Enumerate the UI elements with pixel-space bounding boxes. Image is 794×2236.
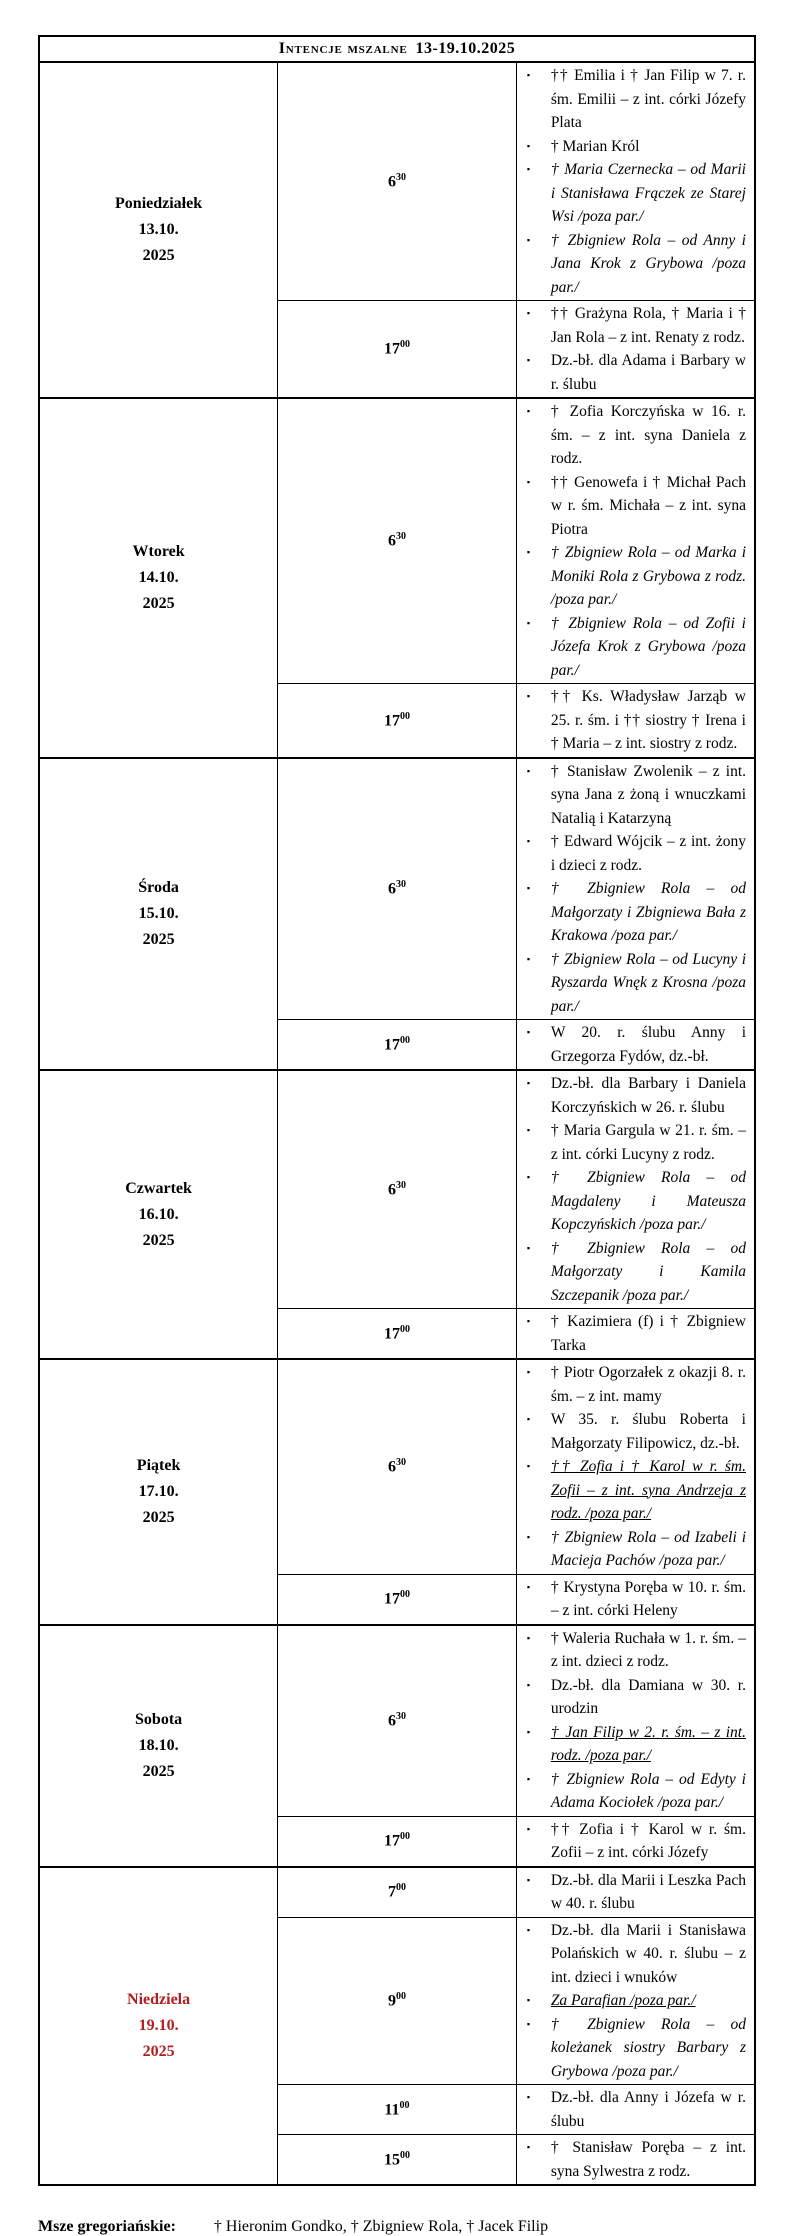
intention-item <box>521 1721 746 1768</box>
day-name: Niedziela <box>127 1990 191 2008</box>
intentions-cell <box>516 1816 755 1867</box>
square-bullet-icon <box>521 64 551 135</box>
day-date: 16.10. <box>138 1205 179 1223</box>
mass-time <box>278 1359 517 1574</box>
intention-item <box>521 1768 746 1815</box>
slot-row <box>39 62 755 301</box>
intention-item <box>521 1674 746 1721</box>
intention-item <box>521 1361 746 1408</box>
mass-time-hour: 6 <box>387 173 396 191</box>
day-cell <box>39 1625 278 1867</box>
intention-item <box>521 400 746 471</box>
square-bullet-icon <box>521 760 551 831</box>
intention-item <box>521 1989 746 2013</box>
square-bullet-icon <box>521 1818 551 1865</box>
intention-text: Dz.-bł. dla Marii i Leszka Pach w 40. r. ślubu <box>550 1871 746 1912</box>
intention-item <box>521 760 746 831</box>
intention-text: Dz.-bł. dla Barbary i Daniela Korczyńskich w 26. r. ślubu <box>550 1075 746 1116</box>
square-bullet-icon <box>521 1869 551 1916</box>
intention-item <box>521 1818 746 1865</box>
intention-item <box>521 302 746 349</box>
mass-time-hour: 15 <box>383 2151 400 2169</box>
day-date: 14.10. <box>138 568 179 586</box>
mass-time-hour: 6 <box>387 880 396 898</box>
square-bullet-icon <box>521 1989 551 2013</box>
mass-time-minutes: 00 <box>395 1882 406 1894</box>
gregorian-masses-names: † Hieronim Gondko, † Zbigniew Rola, † Jacek Filip <box>213 2218 549 2235</box>
mass-time-hour: 17 <box>383 1325 400 1343</box>
mass-time <box>278 301 517 399</box>
day-date: 18.10. <box>138 1736 179 1754</box>
day-year: 2025 <box>142 2042 175 2060</box>
intention-item <box>521 1166 746 1237</box>
mass-time-minutes: 00 <box>399 710 410 722</box>
mass-time-minutes: 30 <box>395 879 406 891</box>
intention-item <box>521 1237 746 1308</box>
square-bullet-icon <box>521 1674 551 1721</box>
mass-time-hour: 6 <box>387 1458 396 1476</box>
intention-text: †† Zofia i † Karol w r. śm. Zofii – z int. córki Józefy <box>550 1820 746 1861</box>
slot-row <box>39 1625 755 1817</box>
square-bullet-icon <box>521 612 551 683</box>
intention-item <box>521 1455 746 1526</box>
intention-item <box>521 471 746 542</box>
intentions-cell <box>516 1359 755 1574</box>
intention-text: †† Genowefa i † Michał Pach w r. śm. Michała – z int. syna Piotra <box>550 473 746 538</box>
intention-text: † Zbigniew Rola – od Marka i Moniki Rola z Grybowa z rodz. /poza par./ <box>550 544 746 608</box>
intention-item <box>521 1869 746 1916</box>
square-bullet-icon <box>521 1408 551 1455</box>
intentions-cell <box>516 1917 755 2085</box>
page-title-date: 13-19.10.2025 <box>415 40 516 57</box>
intentions-cell <box>516 1574 755 1625</box>
square-bullet-icon <box>521 302 551 349</box>
day-date: 19.10. <box>138 2016 179 2034</box>
mass-time-hour: 17 <box>383 340 400 358</box>
day-name: Środa <box>138 878 179 896</box>
mass-time-minutes: 00 <box>399 2149 410 2161</box>
intention-text: † Zbigniew Rola – od Edyty i Adama Kociołek /poza par./ <box>550 1770 746 1811</box>
square-bullet-icon <box>521 1310 551 1357</box>
intention-text: † Stanisław Poręba – z int. syna Sylwestra z rodz. <box>550 2139 746 2180</box>
mass-time-minutes: 00 <box>399 1589 410 1601</box>
square-bullet-icon <box>521 1166 551 1237</box>
intention-text: † Waleria Ruchała w 1. r. śm. – z int. dzieci z rodz. <box>550 1629 746 1670</box>
square-bullet-icon <box>521 1919 551 1990</box>
intention-item <box>521 349 746 396</box>
intention-text: † Krystyna Poręba w 10. r. śm. – z int. córki Heleny <box>550 1578 746 1619</box>
mass-time <box>278 62 517 301</box>
intention-item <box>521 1576 746 1623</box>
day-cell <box>39 758 278 1071</box>
day-cell <box>39 1359 278 1625</box>
mass-time <box>278 1574 517 1625</box>
mass-time-minutes: 30 <box>395 1457 406 1469</box>
day-name: Sobota <box>135 1710 183 1728</box>
intention-item <box>521 1408 746 1455</box>
intentions-cell <box>516 758 755 1020</box>
day-name: Wtorek <box>132 542 185 560</box>
square-bullet-icon <box>521 229 551 300</box>
intentions-cell <box>516 1309 755 1360</box>
day-year: 2025 <box>142 1762 175 1780</box>
mass-time <box>278 1867 517 1918</box>
intention-item <box>521 1072 746 1119</box>
intentions-cell <box>516 1867 755 1918</box>
mass-time-hour: 6 <box>387 1712 396 1730</box>
day-cell <box>39 1867 278 2186</box>
mass-time-minutes: 30 <box>395 1179 406 1191</box>
slot-row <box>39 1070 755 1309</box>
intention-text: † Edward Wójcik – z int. żony i dzieci z rodz. <box>550 833 746 874</box>
intentions-cell <box>516 398 755 684</box>
square-bullet-icon <box>521 1237 551 1308</box>
day-cell <box>39 62 278 398</box>
square-bullet-icon <box>521 2086 551 2133</box>
intention-item <box>521 2136 746 2183</box>
slot-row <box>39 758 755 1020</box>
day-cell <box>39 398 278 758</box>
intention-text: † Zbigniew Rola – od koleżanek siostry Barbary z Grybowa /poza par./ <box>550 2015 746 2080</box>
mass-time <box>278 1816 517 1867</box>
square-bullet-icon <box>521 1768 551 1815</box>
intentions-cell <box>516 2135 755 2186</box>
mass-time <box>278 2085 517 2135</box>
intention-item <box>521 1310 746 1357</box>
table-title-row <box>39 36 755 62</box>
intention-text: † Zbigniew Rola – od Zofii i Józefa Krok z Grybowa /poza par./ <box>550 614 746 679</box>
mass-time <box>278 1625 517 1817</box>
day-date: 17.10. <box>138 1482 179 1500</box>
mass-time-hour: 11 <box>384 2101 400 2119</box>
intention-text: Dz.-bł. dla Anny i Józefa w r. ślubu <box>550 2089 746 2130</box>
intention-text: † Zbigniew Rola – od Izabeli i Macieja Pachów /poza par./ <box>550 1528 746 1569</box>
intentions-cell <box>516 2085 755 2135</box>
intention-text: †† Grażyna Rola, † Maria i † Jan Rola – z int. Renaty z rodz. <box>550 305 746 346</box>
intentions-cell <box>516 62 755 301</box>
square-bullet-icon <box>521 1455 551 1526</box>
intention-text: † Jan Filip w 2. r. śm. – z int. rodz. /poza par./ <box>550 1723 746 1764</box>
mass-time-hour: 9 <box>387 1992 396 2010</box>
square-bullet-icon <box>521 1721 551 1768</box>
square-bullet-icon <box>521 830 551 877</box>
square-bullet-icon <box>521 158 551 229</box>
intention-item <box>521 2086 746 2133</box>
intention-item <box>521 229 746 300</box>
intention-text: W 20. r. ślubu Anny i Grzegorza Fydów, dz.-bł. <box>550 1024 746 1065</box>
square-bullet-icon <box>521 1072 551 1119</box>
mass-time <box>278 758 517 1020</box>
intention-item <box>521 2013 746 2084</box>
intention-text: † Maria Gargula w 21. r. śm. – z int. córki Lucyny z rodz. <box>550 1122 746 1163</box>
mass-time <box>278 1309 517 1360</box>
square-bullet-icon <box>521 541 551 612</box>
square-bullet-icon <box>521 685 551 756</box>
square-bullet-icon <box>521 877 551 948</box>
day-name: Poniedziałek <box>115 195 203 212</box>
square-bullet-icon <box>521 471 551 542</box>
intention-item <box>521 948 746 1019</box>
day-cell <box>39 1070 278 1359</box>
intention-text: Dz.-bł. dla Adama i Barbary w r. ślubu <box>550 352 746 393</box>
slot-row <box>39 1359 755 1574</box>
intention-item <box>521 158 746 229</box>
gregorian-masses-label: Msze gregoriańskie: <box>38 2218 176 2235</box>
intention-item <box>521 1627 746 1674</box>
square-bullet-icon <box>521 1021 551 1068</box>
mass-time <box>278 1070 517 1309</box>
intention-text: Za Parafian /poza par./ <box>550 1992 696 2009</box>
mass-time-minutes: 00 <box>399 1323 410 1335</box>
intention-text: † Zbigniew Rola – od Anny i Jana Krok z Grybowa /poza par./ <box>550 231 746 296</box>
mass-time-hour: 17 <box>383 711 400 729</box>
mass-time-hour: 17 <box>383 1832 400 1850</box>
intention-item <box>521 1021 746 1068</box>
mass-time-hour: 17 <box>383 1590 400 1608</box>
day-date: 15.10. <box>138 904 179 922</box>
mass-time <box>278 2135 517 2186</box>
intention-item <box>521 135 746 159</box>
intention-text: †† Emilia i † Jan Filip w 7. r. śm. Emilii – z int. córki Józefy Plata <box>550 67 746 131</box>
intention-text: † Marian Król <box>550 137 640 155</box>
intention-text: † Zbigniew Rola – od Magdaleny i Mateusza Kopczyńskich /poza par./ <box>550 1169 746 1233</box>
intention-item <box>521 1526 746 1573</box>
slot-row <box>39 398 755 684</box>
mass-time-minutes: 00 <box>395 1991 406 2003</box>
intentions-cell <box>516 1020 755 1071</box>
intention-item <box>521 541 746 612</box>
day-name: Czwartek <box>125 1179 192 1197</box>
intention-text: †† Zofia i † Karol w r. śm. Zofii – z int. syna Andrzeja z rodz. /poza par./ <box>550 1458 746 1522</box>
intention-item <box>521 830 746 877</box>
mass-time-hour: 6 <box>387 1181 396 1199</box>
intention-text: † Kazimiera (f) i † Zbigniew Tarka <box>550 1313 746 1354</box>
gregorian-masses-note <box>38 2218 756 2236</box>
day-name: Piątek <box>136 1456 181 1474</box>
mass-time-hour: 17 <box>383 1036 400 1054</box>
day-year: 2025 <box>142 1508 175 1526</box>
mass-time-minutes: 00 <box>399 1034 410 1046</box>
day-year: 2025 <box>142 594 175 612</box>
intention-text: † Zbigniew Rola – od Małgorzaty i Kamila Szczepanik /poza par./ <box>550 1239 746 1304</box>
intention-text: † Piotr Ogorzałek z okazji 8. r. śm. – z int. mamy <box>550 1364 746 1405</box>
square-bullet-icon <box>521 1526 551 1573</box>
mass-time-minutes: 00 <box>399 339 410 351</box>
square-bullet-icon <box>521 135 551 159</box>
day-year: 2025 <box>142 247 175 264</box>
table-title-cell <box>39 36 755 62</box>
intention-item <box>521 64 746 135</box>
intention-text: † Stanisław Zwolenik – z int. syna Jana z żoną i wnuczkami Natalią i Katarzyną <box>550 762 746 827</box>
intention-item <box>521 685 746 756</box>
square-bullet-icon <box>521 400 551 471</box>
intention-text: † Zofia Korczyńska w 16. r. śm. – z int. syna Daniela z rodz. <box>550 403 746 467</box>
square-bullet-icon <box>521 349 551 396</box>
intentions-cell <box>516 1070 755 1309</box>
intentions-cell <box>516 684 755 758</box>
day-year: 2025 <box>142 930 175 948</box>
day-year: 2025 <box>142 1231 175 1249</box>
square-bullet-icon <box>521 2013 551 2084</box>
intention-text: †† Ks. Władysław Jarząb w 25. r. śm. i †† siostry † Irena i † Maria – z int. siostry z rodz. <box>550 688 746 752</box>
mass-time <box>278 398 517 684</box>
mass-time-hour: 6 <box>387 532 396 550</box>
intention-text: † Zbigniew Rola – od Lucyny i Ryszarda Wnęk z Krosna /poza par./ <box>550 950 746 1015</box>
intention-item <box>521 612 746 683</box>
mass-time <box>278 1917 517 2085</box>
square-bullet-icon <box>521 1627 551 1674</box>
intention-item <box>521 877 746 948</box>
intention-text: Dz.-bł. dla Damiana w 30. r. urodzin <box>550 1676 746 1717</box>
square-bullet-icon <box>521 948 551 1019</box>
intention-item <box>521 1119 746 1166</box>
mass-time-minutes: 30 <box>395 171 406 183</box>
day-date: 13.10. <box>138 221 179 238</box>
mass-time <box>278 1020 517 1071</box>
intention-text: † Maria Czernecka – od Marii i Stanisława Frączek ze Starej Wsi /poza par./ <box>550 161 746 225</box>
mass-time-minutes: 00 <box>399 1831 410 1843</box>
square-bullet-icon <box>521 1119 551 1166</box>
mass-time-minutes: 00 <box>399 2099 410 2111</box>
square-bullet-icon <box>521 2136 551 2183</box>
mass-time-hour: 7 <box>387 1883 396 1901</box>
intention-item <box>521 1919 746 1990</box>
intentions-cell <box>516 1625 755 1817</box>
mass-time-minutes: 30 <box>395 1710 406 1722</box>
square-bullet-icon <box>521 1361 551 1408</box>
intention-text: W 35. r. ślubu Roberta i Małgorzaty Filipowicz, dz.-bł. <box>550 1411 746 1452</box>
slot-row <box>39 1867 755 1918</box>
intentions-cell <box>516 301 755 399</box>
square-bullet-icon <box>521 1576 551 1623</box>
mass-intentions-table <box>38 35 756 2186</box>
mass-time <box>278 684 517 758</box>
intention-text: Dz.-bł. dla Marii i Stanisława Polańskich w 40. r. ślubu – z int. dzieci i wnuków <box>550 1921 746 1986</box>
intention-text: † Zbigniew Rola – od Małgorzaty i Zbigniewa Bała z Krakowa /poza par./ <box>550 880 746 944</box>
mass-time-minutes: 30 <box>395 531 406 543</box>
page-title: Intencje mszalne <box>278 40 408 57</box>
